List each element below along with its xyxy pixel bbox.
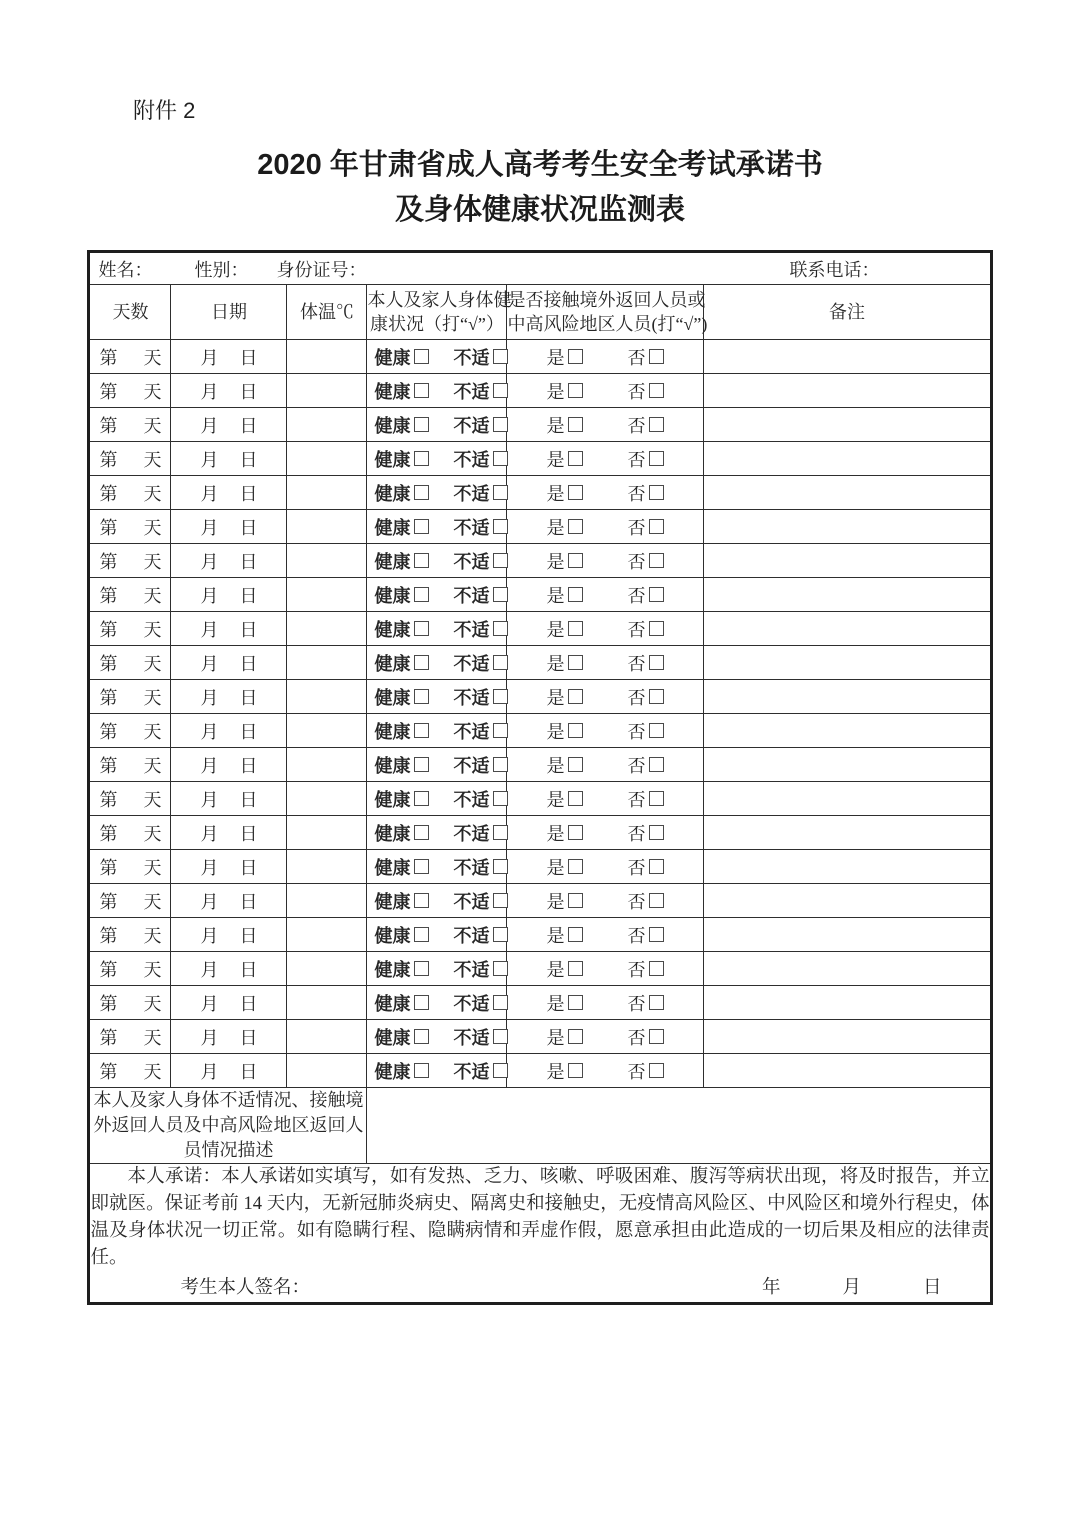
contact-risk-cell: 是 否 [507,340,704,374]
temperature-input-cell[interactable] [287,952,367,986]
remarks-cell[interactable] [704,408,991,442]
yes-checkbox[interactable] [568,859,583,874]
date-cell[interactable]: 月 日 [171,816,287,850]
monitor-row [89,748,991,782]
health-status-cell: 健康 不适 [367,646,507,680]
temperature-input-cell[interactable] [287,646,367,680]
contact-risk-cell: 是 否 [507,1020,704,1054]
no-checkbox[interactable] [649,519,664,534]
healthy-checkbox[interactable] [414,825,429,840]
unwell-checkbox[interactable] [493,1029,508,1044]
no-checkbox[interactable] [649,1029,664,1044]
day-number-cell[interactable]: 第 天 [89,442,171,476]
day-number-cell[interactable]: 第 天 [89,612,171,646]
yes-checkbox[interactable] [568,791,583,806]
yes-checkbox[interactable] [568,893,583,908]
health-status-cell: 健康 不适 [367,340,507,374]
yes-checkbox[interactable] [568,383,583,398]
unwell-checkbox[interactable] [493,587,508,602]
date-cell[interactable]: 月 日 [171,782,287,816]
contact-risk-cell: 是 否 [507,612,704,646]
monitor-row [89,850,991,884]
health-monitor-form-table [87,250,992,1305]
unwell-checkbox[interactable] [493,553,508,568]
description-label-cell: 本人及家人身体不适情况、接触境外返回人员及中高风险地区返回人员情况描述 [89,1088,367,1164]
header-date: 日期 [171,285,287,340]
healthy-checkbox[interactable] [414,417,429,432]
signature-label: 考生本人签名： [180,1278,310,1298]
date-cell[interactable]: 月 日 [171,578,287,612]
temperature-input-cell[interactable] [287,612,367,646]
remarks-cell[interactable] [704,612,991,646]
yes-checkbox[interactable] [568,485,583,500]
document-title-line2: 及身体健康状况监测表 [394,194,685,226]
remarks-cell[interactable] [704,374,991,408]
contact-risk-cell: 是 否 [507,374,704,408]
yes-checkbox[interactable] [568,349,583,364]
monitor-row [89,918,991,952]
temperature-input-cell[interactable] [287,374,367,408]
healthy-checkbox[interactable] [414,723,429,738]
no-checkbox[interactable] [649,553,664,568]
date-cell[interactable]: 月 日 [171,714,287,748]
health-status-cell: 健康 不适 [367,884,507,918]
remarks-cell[interactable] [704,442,991,476]
healthy-checkbox[interactable] [414,349,429,364]
contact-risk-cell: 是 否 [507,680,704,714]
unwell-checkbox[interactable] [493,825,508,840]
yes-checkbox[interactable] [568,451,583,466]
contact-risk-cell: 是 否 [507,510,704,544]
no-checkbox[interactable] [649,791,664,806]
date-cell[interactable]: 月 日 [171,748,287,782]
temperature-input-cell[interactable] [287,714,367,748]
health-status-cell: 健康 不适 [367,816,507,850]
day-number-cell[interactable]: 第 天 [89,1054,171,1088]
health-status-cell: 健康 不适 [367,782,507,816]
day-number-cell[interactable]: 第 天 [89,340,171,374]
no-checkbox[interactable] [649,417,664,432]
year-label: 年 [761,1278,781,1298]
unwell-checkbox[interactable] [493,791,508,806]
header-health-status: 本人及家人身体健 康状况（打“√”） [367,285,507,340]
day-number-cell[interactable]: 第 天 [89,374,171,408]
day-number-cell[interactable]: 第 天 [89,680,171,714]
day-number-cell[interactable]: 第 天 [89,646,171,680]
remarks-cell[interactable] [704,544,991,578]
unwell-checkbox[interactable] [493,417,508,432]
name-label: 姓名： [98,259,153,280]
healthy-checkbox[interactable] [414,961,429,976]
no-checkbox[interactable] [649,723,664,738]
day-number-cell[interactable]: 第 天 [89,850,171,884]
unwell-checkbox[interactable] [493,961,508,976]
no-checkbox[interactable] [649,859,664,874]
remarks-cell[interactable] [704,850,991,884]
day-number-cell[interactable]: 第 天 [89,884,171,918]
monitor-row [89,884,991,918]
health-status-cell: 健康 不适 [367,510,507,544]
header-temperature: 体温℃ [287,285,367,340]
unwell-checkbox[interactable] [493,689,508,704]
health-status-cell: 健康 不适 [367,918,507,952]
commitment-text: 本人承诺：本人承诺如实填写，如有发热、乏力、咳嗽、呼吸困难、腹泻等病状出现，将及时报告，并立即就医。保证考前 14 天内，无新冠肺炎病史、隔离史和接触史，无疫情高风险区、中风险区和境外行程史，体温及身体状况一切正常。如有隐瞒行程、隐瞒病情和弄虚作假，愿意承担由此造成的一切后果及相应的法律责任。 [90,1167,990,1268]
monitor-row [89,952,991,986]
no-checkbox[interactable] [649,1063,664,1078]
health-status-cell: 健康 不适 [367,850,507,884]
health-status-cell: 健康 不适 [367,986,507,1020]
remarks-cell[interactable] [704,578,991,612]
remarks-cell[interactable] [704,714,991,748]
date-cell[interactable]: 月 日 [171,340,287,374]
monitor-row [89,408,991,442]
monitor-row [89,1054,991,1088]
remarks-cell[interactable] [704,918,991,952]
day-number-cell[interactable]: 第 天 [89,918,171,952]
health-status-cell: 健康 不适 [367,680,507,714]
yes-checkbox[interactable] [568,995,583,1010]
yes-checkbox[interactable] [568,587,583,602]
date-cell[interactable]: 月 日 [171,374,287,408]
temperature-input-cell[interactable] [287,408,367,442]
temperature-input-cell[interactable] [287,816,367,850]
healthy-checkbox[interactable] [414,621,429,636]
health-status-cell: 健康 不适 [367,544,507,578]
contact-risk-cell: 是 否 [507,578,704,612]
day-number-cell[interactable]: 第 天 [89,1020,171,1054]
remarks-cell[interactable] [704,952,991,986]
unwell-checkbox[interactable] [493,349,508,364]
unwell-checkbox[interactable] [493,995,508,1010]
date-cell[interactable]: 月 日 [171,1054,287,1088]
header-contact-risk: 是否接触境外返回人员或 中高风险地区人员(打“√”) [507,285,704,340]
yes-checkbox[interactable] [568,553,583,568]
date-cell[interactable]: 月 日 [171,408,287,442]
unwell-checkbox[interactable] [493,757,508,772]
monitor-row [89,578,991,612]
healthy-checkbox[interactable] [414,383,429,398]
date-cell[interactable]: 月 日 [171,918,287,952]
day-number-cell[interactable]: 第 天 [89,408,171,442]
unwell-checkbox[interactable] [493,519,508,534]
remarks-cell[interactable] [704,680,991,714]
remarks-cell[interactable] [704,476,991,510]
yes-checkbox[interactable] [568,723,583,738]
contact-risk-cell: 是 否 [507,986,704,1020]
healthy-checkbox[interactable] [414,553,429,568]
temperature-input-cell[interactable] [287,850,367,884]
healthy-checkbox[interactable] [414,995,429,1010]
day-label: 日 [923,1278,942,1298]
temperature-input-cell[interactable] [287,578,367,612]
day-number-cell[interactable]: 第 天 [89,986,171,1020]
yes-checkbox[interactable] [568,621,583,636]
no-checkbox[interactable] [649,655,664,670]
day-number-cell[interactable]: 第 天 [89,476,171,510]
healthy-checkbox[interactable] [414,451,429,466]
unwell-checkbox[interactable] [493,655,508,670]
healthy-checkbox[interactable] [414,1029,429,1044]
temperature-input-cell[interactable] [287,680,367,714]
healthy-checkbox[interactable] [414,1063,429,1078]
header-days: 天数 [89,285,171,340]
remarks-cell[interactable] [704,816,991,850]
unwell-checkbox[interactable] [493,383,508,398]
no-checkbox[interactable] [649,383,664,398]
commitment-row [89,1164,991,1304]
date-cell[interactable]: 月 日 [171,850,287,884]
healthy-checkbox[interactable] [414,485,429,500]
date-cell[interactable]: 月 日 [171,680,287,714]
date-cell[interactable]: 月 日 [171,612,287,646]
contact-risk-cell: 是 否 [507,408,704,442]
no-checkbox[interactable] [649,757,664,772]
unwell-checkbox[interactable] [493,927,508,942]
unwell-checkbox[interactable] [493,723,508,738]
contact-risk-cell: 是 否 [507,748,704,782]
contact-risk-cell: 是 否 [507,714,704,748]
date-cell[interactable]: 月 日 [171,510,287,544]
yes-checkbox[interactable] [568,689,583,704]
monitor-row [89,646,991,680]
monitor-row [89,442,991,476]
no-checkbox[interactable] [649,689,664,704]
no-checkbox[interactable] [649,587,664,602]
description-row [89,1088,991,1164]
yes-checkbox[interactable] [568,927,583,942]
yes-checkbox[interactable] [568,519,583,534]
contact-risk-cell: 是 否 [507,952,704,986]
temperature-input-cell[interactable] [287,340,367,374]
date-cell[interactable]: 月 日 [171,646,287,680]
contact-risk-cell: 是 否 [507,476,704,510]
monitor-row [89,510,991,544]
healthy-checkbox[interactable] [414,655,429,670]
no-checkbox[interactable] [649,893,664,908]
contact-risk-cell: 是 否 [507,544,704,578]
health-status-cell: 健康 不适 [367,1054,507,1088]
healthy-checkbox[interactable] [414,791,429,806]
health-status-cell: 健康 不适 [367,408,507,442]
temperature-input-cell[interactable] [287,442,367,476]
unwell-checkbox[interactable] [493,1063,508,1078]
date-cell[interactable]: 月 日 [171,1020,287,1054]
no-checkbox[interactable] [649,995,664,1010]
date-cell[interactable]: 月 日 [171,952,287,986]
monitor-row [89,612,991,646]
healthy-checkbox[interactable] [414,859,429,874]
healthy-checkbox[interactable] [414,893,429,908]
yes-checkbox[interactable] [568,825,583,840]
gender-label: 性别： [194,259,249,280]
id-number-label: 身份证号： [276,259,367,280]
day-number-cell[interactable]: 第 天 [89,510,171,544]
monitor-row [89,544,991,578]
remarks-cell[interactable] [704,782,991,816]
unwell-checkbox[interactable] [493,859,508,874]
no-checkbox[interactable] [649,349,664,364]
monitor-row [89,816,991,850]
contact-risk-cell: 是 否 [507,782,704,816]
health-status-cell: 健康 不适 [367,1020,507,1054]
healthy-checkbox[interactable] [414,927,429,942]
remarks-cell[interactable] [704,986,991,1020]
contact-risk-cell: 是 否 [507,918,704,952]
monitor-row [89,1020,991,1054]
monitor-row [89,782,991,816]
healthy-checkbox[interactable] [414,689,429,704]
date-cell[interactable]: 月 日 [171,884,287,918]
no-checkbox[interactable] [649,451,664,466]
contact-risk-cell: 是 否 [507,816,704,850]
monitor-row [89,374,991,408]
contact-risk-cell: 是 否 [507,442,704,476]
yes-checkbox[interactable] [568,1029,583,1044]
description-input-cell[interactable] [367,1088,991,1164]
date-cell[interactable]: 月 日 [171,442,287,476]
phone-label: 联系电话： [789,259,880,280]
health-status-cell: 健康 不适 [367,578,507,612]
attachment-label: 附件 2 [133,98,196,123]
remarks-cell[interactable] [704,646,991,680]
remarks-cell[interactable] [704,1020,991,1054]
temperature-input-cell[interactable] [287,748,367,782]
day-number-cell[interactable]: 第 天 [89,816,171,850]
day-number-cell[interactable]: 第 天 [89,748,171,782]
monitor-row [89,340,991,374]
yes-checkbox[interactable] [568,1063,583,1078]
remarks-cell[interactable] [704,884,991,918]
temperature-input-cell[interactable] [287,544,367,578]
date-cell[interactable]: 月 日 [171,476,287,510]
day-number-cell[interactable]: 第 天 [89,578,171,612]
health-status-cell: 健康 不适 [367,952,507,986]
contact-risk-cell: 是 否 [507,884,704,918]
monitor-row [89,714,991,748]
unwell-checkbox[interactable] [493,451,508,466]
no-checkbox[interactable] [649,485,664,500]
day-number-cell[interactable]: 第 天 [89,714,171,748]
temperature-input-cell[interactable] [287,1020,367,1054]
healthy-checkbox[interactable] [414,587,429,602]
unwell-checkbox[interactable] [493,485,508,500]
contact-risk-cell: 是 否 [507,1054,704,1088]
no-checkbox[interactable] [649,927,664,942]
date-cell[interactable]: 月 日 [171,544,287,578]
no-checkbox[interactable] [649,621,664,636]
health-status-cell: 健康 不适 [367,612,507,646]
yes-checkbox[interactable] [568,757,583,772]
contact-risk-cell: 是 否 [507,646,704,680]
day-number-cell[interactable]: 第 天 [89,952,171,986]
monitor-row [89,680,991,714]
health-status-cell: 健康 不适 [367,748,507,782]
remarks-cell[interactable] [704,340,991,374]
unwell-checkbox[interactable] [493,621,508,636]
temperature-input-cell[interactable] [287,986,367,1020]
info-row [89,252,991,285]
yes-checkbox[interactable] [568,417,583,432]
document-title-line1: 2020 年甘肃省成人高考考生安全考试承诺书 [257,149,823,181]
no-checkbox[interactable] [649,825,664,840]
month-label: 月 [842,1278,861,1298]
header-remarks: 备注 [704,285,991,340]
remarks-cell[interactable] [704,1054,991,1088]
temperature-input-cell[interactable] [287,476,367,510]
no-checkbox[interactable] [649,961,664,976]
day-number-cell[interactable]: 第 天 [89,544,171,578]
temperature-input-cell[interactable] [287,884,367,918]
date-cell[interactable]: 月 日 [171,986,287,1020]
healthy-checkbox[interactable] [414,519,429,534]
health-status-cell: 健康 不适 [367,714,507,748]
contact-risk-cell: 是 否 [507,850,704,884]
health-status-cell: 健康 不适 [367,476,507,510]
health-status-cell: 健康 不适 [367,442,507,476]
temperature-input-cell[interactable] [287,510,367,544]
healthy-checkbox[interactable] [414,757,429,772]
yes-checkbox[interactable] [568,961,583,976]
remarks-cell[interactable] [704,748,991,782]
health-status-cell: 健康 不适 [367,374,507,408]
monitor-row [89,986,991,1020]
column-header-row [89,285,991,340]
temperature-input-cell[interactable] [287,782,367,816]
remarks-cell[interactable] [704,510,991,544]
temperature-input-cell[interactable] [287,918,367,952]
day-number-cell[interactable]: 第 天 [89,782,171,816]
yes-checkbox[interactable] [568,655,583,670]
unwell-checkbox[interactable] [493,893,508,908]
temperature-input-cell[interactable] [287,1054,367,1088]
monitor-row [89,476,991,510]
